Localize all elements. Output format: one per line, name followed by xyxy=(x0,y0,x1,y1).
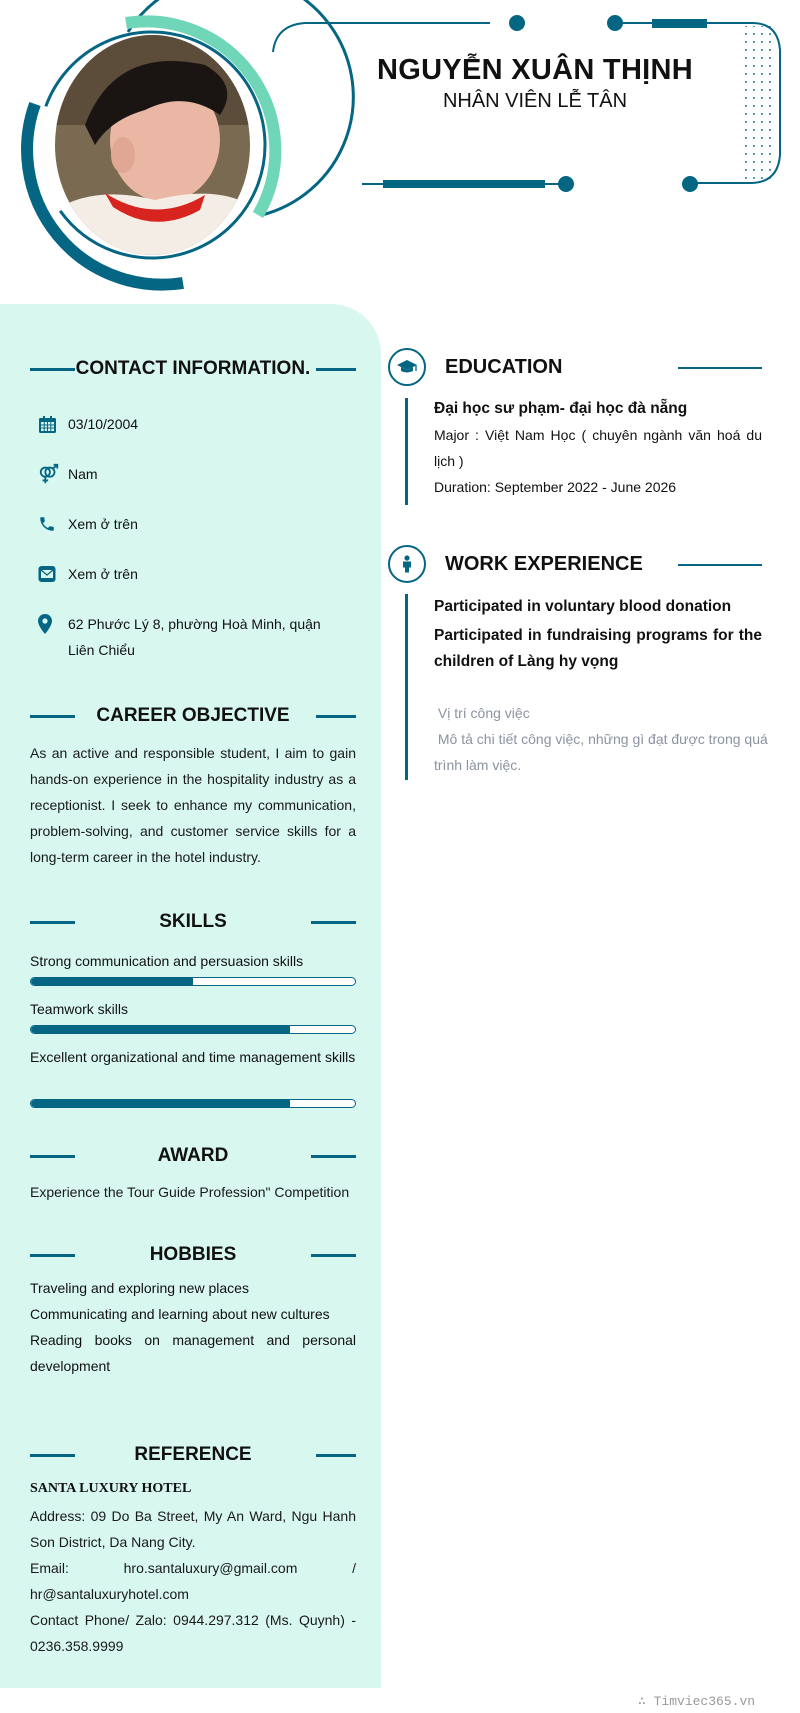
reference-address: Address: 09 Do Ba Street, My An Ward, Ngu Hanh Son District, Da Nang City. xyxy=(30,1508,356,1550)
work-item: Participated in voluntary blood donation xyxy=(434,598,732,615)
skill-bar-fill xyxy=(31,1100,290,1107)
contact-email: Xem ở trên xyxy=(38,561,358,587)
skill-label: Excellent organizational and time management skills xyxy=(30,1049,356,1065)
education-duration: Duration: September 2022 - June 2026 xyxy=(434,479,677,495)
watermark: ∴ Timviec365.vn xyxy=(638,1694,756,1709)
work-position-placeholder: Vị trí công việc xyxy=(434,705,530,721)
title-line-right xyxy=(311,1254,356,1257)
contact-address: 62 Phước Lý 8, phường Hoà Minh, quận Liên Chiểu xyxy=(38,611,328,663)
title-line-right xyxy=(316,715,356,718)
career-objective-text: As an active and responsible student, I aim to gain hands-on experience in the hospitality industry as a receptionist. I seek to enhance my communication, problem-solving, and customer service skills for a long-term career in the hotel industry. xyxy=(30,745,356,865)
skill-bar xyxy=(30,1099,356,1108)
title-line-right xyxy=(311,1155,356,1158)
title-line-right xyxy=(316,368,356,371)
skill-bar-fill xyxy=(31,978,193,985)
gender-icon xyxy=(38,461,60,487)
skill-label: Strong communication and persuasion skills xyxy=(30,953,304,969)
work-item: Participated in fundraising programs for the children of Làng hy vọng xyxy=(434,627,762,670)
skills-title: SKILLS xyxy=(30,910,356,934)
title-line-right xyxy=(311,921,356,924)
reference-email: Email: hro.santaluxury@gmail.com / hr@santaluxuryhotel.com xyxy=(30,1560,356,1602)
skill-bar xyxy=(30,977,356,986)
reference-title: REFERENCE xyxy=(30,1443,356,1467)
hobby-item: Reading books on management and personal development xyxy=(30,1332,356,1374)
location-pin-icon xyxy=(38,611,60,637)
education-title-line xyxy=(678,367,762,369)
education-title: EDUCATION xyxy=(445,356,563,378)
person-icon xyxy=(388,545,426,583)
candidate-role: NHÂN VIÊN LỄ TÂN xyxy=(442,90,628,112)
candidate-name: NGUYỄN XUÂN THỊNH xyxy=(376,54,694,86)
calendar-icon xyxy=(38,411,60,437)
reference-phone: Contact Phone/ Zalo: 0944.297.312 (Ms. Quynh) - 0236.358.9999 xyxy=(30,1612,356,1654)
education-school: Đại học sư phạm- đại học đà nẵng xyxy=(434,400,688,417)
work-experience-title-line xyxy=(678,564,762,566)
hobby-item: Traveling and exploring new places xyxy=(30,1280,249,1296)
contact-section-title: CONTACT INFORMATION. xyxy=(30,357,356,381)
reference-company: SANTA LUXURY HOTEL xyxy=(30,1481,192,1496)
education-major: Major : Việt Nam Học ( chuyên ngành văn hoá du lịch ) xyxy=(434,427,762,469)
education-timeline-line xyxy=(405,398,408,505)
graduation-cap-icon xyxy=(388,348,426,386)
skill-bar xyxy=(30,1025,356,1034)
skill-label: Teamwork skills xyxy=(30,1001,129,1017)
contact-gender: Nam xyxy=(38,461,358,487)
hobbies-title: HOBBIES xyxy=(30,1243,356,1267)
profile-photo xyxy=(55,35,250,255)
phone-icon xyxy=(38,511,60,537)
email-icon xyxy=(38,561,60,587)
title-line-right xyxy=(316,1454,356,1457)
award-text: Experience the Tour Guide Profession" Competition xyxy=(30,1184,350,1200)
contact-dob: 03/10/2004 xyxy=(38,411,358,437)
hobby-item: Communicating and learning about new cultures xyxy=(30,1306,330,1322)
skill-bar-fill xyxy=(31,1026,290,1033)
contact-phone: Xem ở trên xyxy=(38,511,358,537)
work-timeline-line xyxy=(405,594,408,780)
work-description-placeholder: Mô tả chi tiết công việc, những gì đạt được trong quá trình làm việc. xyxy=(434,731,772,773)
work-experience-title: WORK EXPERIENCE xyxy=(445,553,643,575)
award-title: AWARD xyxy=(30,1144,356,1168)
career-objective-title: CAREER OBJECTIVE xyxy=(30,704,356,728)
